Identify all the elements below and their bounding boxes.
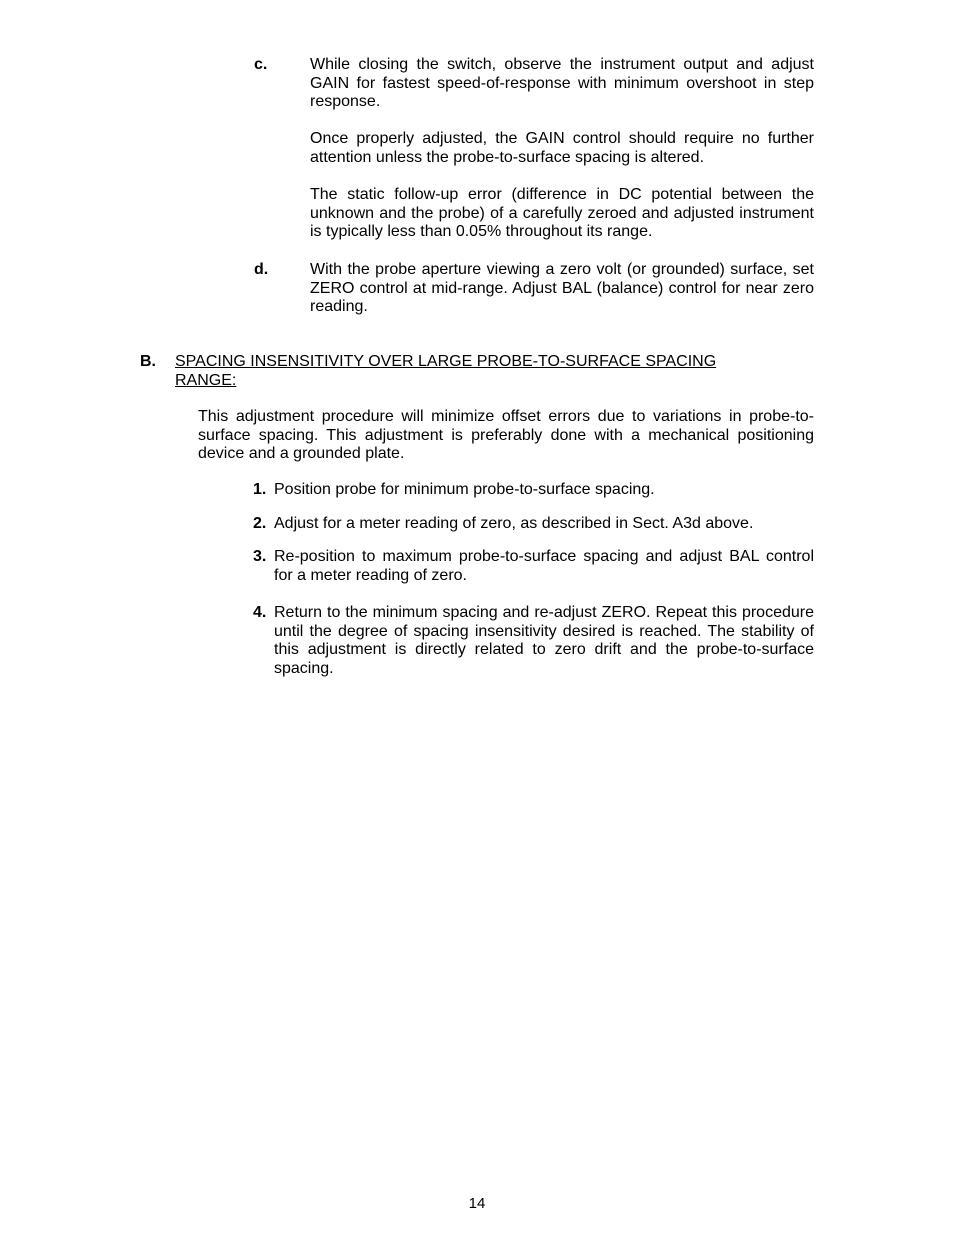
- item-d-marker: d.: [254, 261, 269, 278]
- step-1-text: Position probe for minimum probe-to-surface spacing.: [274, 481, 655, 498]
- section-b-marker: B.: [140, 353, 156, 370]
- step-3-text: Re-position to maximum probe-to-surface spacing and adjust BAL control for a meter reading of zero.: [274, 548, 814, 584]
- item-c-paragraph-3: The static follow-up error (difference in DC potential between the unknown and the probe) of a carefully zeroed and adjusted instrument is typically less than 0.05% throughout its range.: [310, 186, 814, 240]
- step-1-marker: 1.: [253, 481, 267, 498]
- section-b-heading: SPACING INSENSITIVITY OVER LARGE PROBE-TO-SURFACE SPACING RANGE:: [175, 353, 717, 389]
- item-c-paragraph-2: Once properly adjusted, the GAIN control should require no further attention unless the probe-to-surface spacing is altered.: [310, 130, 814, 166]
- step-4-marker: 4.: [253, 604, 267, 621]
- step-2-text: Adjust for a meter reading of zero, as described in Sect. A3d above.: [274, 515, 754, 532]
- section-b-intro: This adjustment procedure will minimize offset errors due to variations in probe-to-surface spacing. This adjustment is preferably done with a mechanical positioning device and a grounded plate.: [198, 408, 814, 462]
- item-c-paragraph-1: While closing the switch, observe the instrument output and adjust GAIN for fastest speed-of-response with minimum overshoot in step response.: [310, 56, 814, 110]
- step-2-marker: 2.: [253, 515, 267, 532]
- step-4-text: Return to the minimum spacing and re-adjust ZERO. Repeat this procedure until the degree of spacing insensitivity desired is reached. The stability of this adjustment is directly related to zero drift and the probe-to-surface spacing.: [274, 604, 814, 677]
- item-c-marker: c.: [254, 56, 268, 73]
- item-d-paragraph: With the probe aperture viewing a zero volt (or grounded) surface, set ZERO control at mid-range. Adjust BAL (balance) control for near zero reading.: [310, 261, 814, 315]
- page-number: 14: [468, 1195, 486, 1212]
- step-3-marker: 3.: [253, 548, 267, 565]
